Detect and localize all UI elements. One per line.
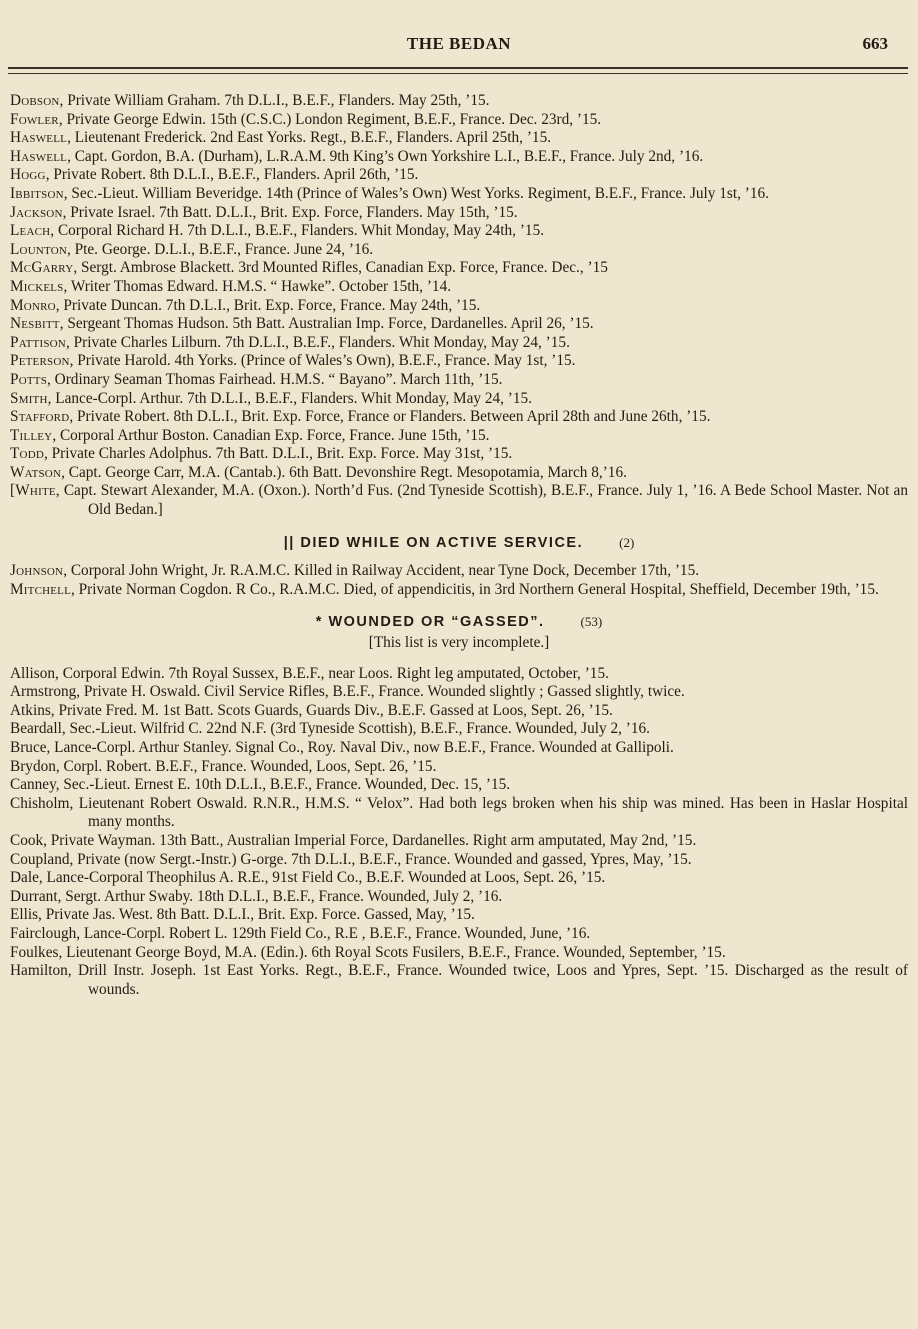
entry-details: , Lance-Corpl. Arthur. 7th D.L.I., B.E.F., Flanders. Whit Monday, May 24, ’15. [47,389,533,407]
entry-surname: Nesbitt [10,315,60,333]
entry-surname: Tilley [10,426,53,444]
entry-surname: Hogg [10,166,46,184]
entry-details: , Sergt. Ambrose Blackett. 3rd Mounted Rifles, Canadian Exp. Force, France. Dec., ’15 [73,259,608,277]
entry-details: , Corporal Richard H. 7th D.L.I., B.E.F., Flanders. Whit Monday, May 24th, ’15. [50,222,545,240]
died-section-title: || DIED WHILE ON ACTIVE SERVICE. [283,534,584,551]
entry-surname: [White [10,482,56,500]
list-entry: Ellis, Private Jas. West. 8th Batt. D.L.I., Brit. Exp. Force. Gassed, May, ’15. [10,906,475,924]
entry-surname: Potts [10,370,48,388]
list-entry: Bruce, Lance-Corpl. Arthur Stanley. Signal Co., Roy. Naval Div., now B.E.F., France. Wounded at Gallipoli. [10,739,674,756]
entry-details: , Writer Thomas Edward. H.M.S. “ Hawke”. October 15th, ’14. [63,277,452,295]
header-rule-thin [8,73,908,74]
entry-details: , Private Robert. 8th D.L.I., B.E.F., Flanders. April 26th, ’15. [45,166,419,184]
page-number: 663 [862,34,888,53]
wounded-section-heading [10,613,908,632]
entry-details: , Capt. Stewart Alexander, M.A. (Oxon.). North’d Fus. (2nd Tyneside Scottish), B.E.F., France. July 1, ’16. A Bede School Master. Not an Old Bedan.] [55,482,908,519]
list-entry [10,390,908,409]
list-entry [10,427,908,446]
list-entry: Foulkes, Lieutenant George Boyd, M.A. (Edin.). 6th Royal Scots Fusilers, B.E.F., France. Wounded, September, ’15. [10,943,726,961]
entry-details: , Sergeant Thomas Hudson. 5th Batt. Australian Imp. Force, Dardanelles. April 26, ’15. [59,315,594,333]
list-entry [10,185,908,204]
entry-details: , Private Charles Lilburn. 7th D.L.I., B.E.F., Flanders. Whit Monday, May 24, ’15. [65,333,570,351]
entry-details: , Private Harold. 4th Yorks. (Prince of Wales’s Own), B.E.F., France. May 1st, ’15. [69,352,576,370]
list-entry: Canney, Sec.-Lieut. Ernest E. 10th D.L.I., B.E.F., France. Wounded, Dec. 15, ’15. [10,776,511,794]
wounded-section-count: (53) [580,614,603,630]
entry-surname: McGarry [10,259,74,277]
list-entry [10,241,908,260]
list-entry: Atkins, Private Fred. M. 1st Batt. Scots Guards, Guards Div., B.E.F. Gassed at Loos, Sept. 26, ’15. [10,701,613,719]
list-entry [10,464,908,483]
entry-details: , Private Charles Adolphus. 7th Batt. D.L.I., Brit. Exp. Force. May 31st, ’15. [43,445,513,463]
entry-details: , Private George Edwin. 15th (C.S.C.) London Regiment, B.E.F., France. Dec. 23rd, ’15. [58,110,602,128]
list-entry [10,259,908,278]
entry-surname: Mickels [10,277,64,295]
entry-details: , Ordinary Seaman Thomas Fairhead. H.M.S. “ Bayano”. March 11th, ’15. [47,370,503,388]
entry-details: , Private William Graham. 7th D.L.I., B.E.F., Flanders. May 25th, ’15. [59,92,490,109]
wounded-section-title: * WOUNDED OR “GASSED”. [315,614,545,631]
list-entry [10,445,908,464]
list-entry [10,148,908,167]
list-entry: Brydon, Corpl. Robert. B.E.F., France. Wounded, Loos, Sept. 26, ’15. [10,757,437,775]
list-entry [10,222,908,241]
list-entry [10,315,908,334]
list-entry: Chisholm, Lieutenant Robert Oswald. R.N.R., H.M.S. “ Velox”. Had both legs broken when his ship was mined. Has been in Haslar Hospital many months. [10,794,908,831]
entry-details: , Private Norman Cogdon. R Co., R.A.M.C. Died, of appendicitis, in 3rd Northern General Hospital, Sheffield, December 19th, ’15. [71,580,879,598]
list-entry [10,371,908,390]
list-entry [10,482,908,519]
list-entry [10,297,908,316]
list-entry: Allison, Corporal Edwin. 7th Royal Sussex, B.E.F., near Loos. Right leg amputated, October, ’15. [10,664,609,682]
entry-details: , Capt. George Carr, M.A. (Cantab.). 6th Batt. Devonshire Regt. Mesopotamia, March 8,’16. [61,463,627,481]
running-title: THE BEDAN [406,34,512,53]
entry-surname: Johnson [10,562,64,580]
entry-details: , Private Robert. 8th D.L.I., Brit. Exp. Force, France or Flanders. Between April 28th and June 26th, ’15. [69,408,711,426]
list-entry [10,92,908,111]
list-entry: Coupland, Private (now Sergt.-Instr.) G-orge. 7th D.L.I., B.E.F., France. Wounded and gassed, Ypres, May, ’15. [10,850,692,868]
list-entry [10,581,908,600]
entry-surname: Dobson [10,92,60,109]
entry-surname: Todd [10,445,44,463]
died-section-heading [10,534,908,553]
list-entry [10,408,908,427]
list-entry [10,111,908,130]
entry-details: , Private Duncan. 7th D.L.I., Brit. Exp. Force, France. May 24th, ’15. [55,296,481,314]
entry-surname: Monro [10,296,56,314]
entry-surname: Jackson [10,203,63,221]
header-rule-thick [8,67,908,69]
entry-details: , Private Israel. 7th Batt. D.L.I., Brit. Exp. Force, Flanders. May 15th, ’15. [62,203,518,221]
list-entry: Hamilton, Drill Instr. Joseph. 1st East Yorks. Regt., B.E.F., France. Wounded twice, Loos and Ypres, Sept. ’15. Discharged as the result of wounds. [10,962,908,998]
list-entry [10,562,908,581]
entry-details: , Pte. George. D.L.I., B.E.F., France. June 24, ’16. [66,240,374,258]
entry-surname: Peterson [10,352,70,370]
entry-surname: Haswell [10,129,68,147]
wounded-list [10,665,908,1000]
list-entry: Beardall, Sec.-Lieut. Wilfrid C. 22nd N.F. (3rd Tyneside Scottish), B.E.F., France. Wounded, July 2, ’16. [10,720,650,738]
wounded-section-note: [This list is very incomplete.] [368,634,550,652]
list-entry [10,334,908,353]
entry-surname: Lounton [10,240,67,258]
entry-surname: Mitchell [10,580,72,598]
list-entry [10,352,908,371]
entry-surname: Fowler [10,110,59,128]
entry-details: , Capt. Gordon, B.A. (Durham), L.R.A.M. 9th King’s Own Yorkshire L.I., B.E.F., France. July 2nd, ’16. [67,147,704,165]
entry-details: , Corporal Arthur Boston. Canadian Exp. Force, France. June 15th, ’15. [52,426,490,444]
entry-details: , Lieutenant Frederick. 2nd East Yorks. Regt., B.E.F., Flanders. April 25th, ’15. [67,129,552,147]
list-entry [10,129,908,148]
list-entry: Fairclough, Lance-Corpl. Robert L. 129th Field Co., R.E , B.E.F., France. Wounded, June, ’16. [10,924,591,942]
entry-surname: Smith [10,389,48,407]
list-entry: Dale, Lance-Corporal Theophilus A. R.E., 91st Field Co., B.E.F. Wounded at Loos, Sept. 26, ’15. [10,869,606,887]
list-entry: Armstrong, Private H. Oswald. Civil Service Rifles, B.E.F., France. Wounded slightly ; Gassed slightly, twice. [10,683,685,701]
entry-surname: Haswell [10,147,68,165]
died-list [10,562,908,599]
list-entry [10,204,908,223]
entry-surname: Pattison [10,333,66,351]
page-header [0,30,918,60]
entry-surname: Watson [10,463,62,481]
entry-details: , Sec.-Lieut. William Beveridge. 14th (Prince of Wales’s Own) West Yorks. Regiment, B.E.F., France. July 1st, ’16. [63,184,769,202]
list-entry [10,278,908,297]
entry-details: , Corporal John Wright, Jr. R.A.M.C. Killed in Railway Accident, near Tyne Dock, December 17th, ’15. [63,562,700,580]
list-entry: Durrant, Sergt. Arthur Swaby. 18th D.L.I., B.E.F., France. Wounded, July 2, ’16. [10,887,503,905]
entry-surname: Ibbitson [10,184,64,202]
list-entry: Cook, Private Wayman. 13th Batt., Australian Imperial Force, Dardanelles. Right arm amputated, May 2nd, ’15. [10,831,697,849]
entry-surname: Stafford [10,408,70,426]
killed-list [10,92,908,520]
died-section-count: (2) [619,534,635,550]
list-entry [10,166,908,185]
page-body [10,92,908,999]
entry-surname: Leach [10,222,51,240]
